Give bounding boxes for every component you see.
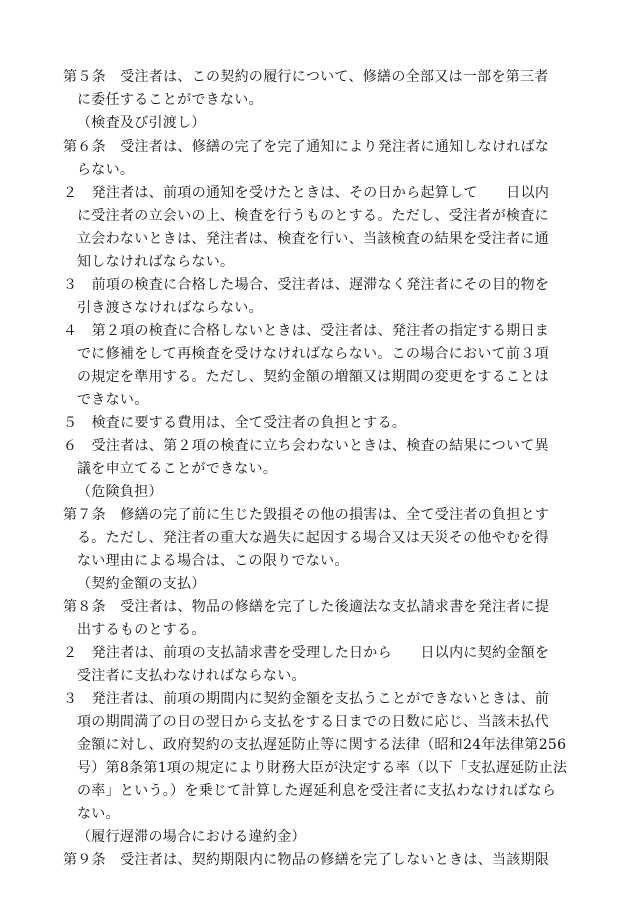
text-line: 出するものとする。 xyxy=(77,622,206,638)
text-line: 引き渡さなければならない。 xyxy=(77,300,263,316)
text-line: できない。 xyxy=(77,392,149,408)
text-line: 立会わないときは、発注者は、検査を行い、当該検査の結果を受注者に通 xyxy=(77,231,549,247)
text-line: 項の期間満了の日の翌日から支払をする日までの日数に応じ、当該未払代 xyxy=(77,714,549,730)
text-line: ３ 発注者は、前項の期間内に契約金額を支払うことができないときは、前 xyxy=(63,691,550,707)
text-line: に委任することができない。 xyxy=(77,92,263,108)
text-line: 第６条 受注者は、修繕の完了を完了通知により発注者に通知しなければな xyxy=(63,139,550,155)
text-line: 受注者に支払わなければならない。 xyxy=(77,668,306,684)
section-heading: （契約金額の支払） xyxy=(77,576,206,592)
text-line: に受注者の立会いの上、検査を行うものとする。ただし、受注者が検査に xyxy=(77,208,549,224)
text-line: 知しなければならない。 xyxy=(77,254,235,270)
text-line: 金額に対し、政府契約の支払遅延防止等に関する法律（昭和24年法律第256 xyxy=(77,737,567,753)
text-line: ５ 検査に要する費用は、全て受注者の負担とする。 xyxy=(63,415,407,431)
text-line: ２ 発注者は、前項の支払請求書を受理した日から 日以内に契約金額を xyxy=(63,645,550,661)
text-line: 号）第8条第1項の規定により財務大臣が決定する率（以下「支払遅延防止法 xyxy=(77,760,568,776)
text-line: ３ 前項の検査に合格した場合、受注者は、遅滞なく発注者にその目的物を xyxy=(63,277,550,293)
text-line: ２ 発注者は、前項の通知を受けたときは、その日から起算して 日以内 xyxy=(63,185,550,201)
text-line: ６ 受注者は、第２項の検査に立ち会わないときは、検査の結果について異 xyxy=(63,438,549,454)
text-line: 議を申立てることができない。 xyxy=(77,461,278,477)
text-line: ない。 xyxy=(77,806,120,822)
text-line: ない理由による場合は、この限りでない。 xyxy=(77,553,349,569)
text-line: の率」という。）を乗じて計算した遅延利息を受注者に支払わなければなら xyxy=(77,783,557,799)
text-line: 第７条 修繕の完了前に生じた毀損その他の損害は、全て受注者の負担とす xyxy=(63,507,550,523)
text-line: らない。 xyxy=(77,162,135,178)
text-line: 第８条 受注者は、物品の修繕を完了した後適法な支払請求書を発注者に提 xyxy=(63,599,550,615)
section-heading: （危険負担） xyxy=(77,484,163,500)
text-line: ４ 第２項の検査に合格しないときは、受注者は、発注者の指定する期日ま xyxy=(63,323,550,339)
text-line: でに修補をして再検査を受けなければならない。この場合において前３項 xyxy=(77,346,549,362)
text-line: る。ただし、発注者の重大な過失に起因する場合又は天災その他やむを得 xyxy=(77,530,549,546)
text-line: の規定を準用する。ただし、契約金額の増額又は期間の変更をすることは xyxy=(77,369,549,385)
text-line: 第９条 受注者は、契約期限内に物品の修繕を完了しないときは、当該期限 xyxy=(63,852,550,868)
section-heading: （履行遅滞の場合における違約金） xyxy=(77,829,306,845)
section-heading: （検査及び引渡し） xyxy=(77,115,206,131)
text-line: 第５条 受注者は、この契約の履行について、修繕の全部又は一部を第三者 xyxy=(63,69,549,85)
